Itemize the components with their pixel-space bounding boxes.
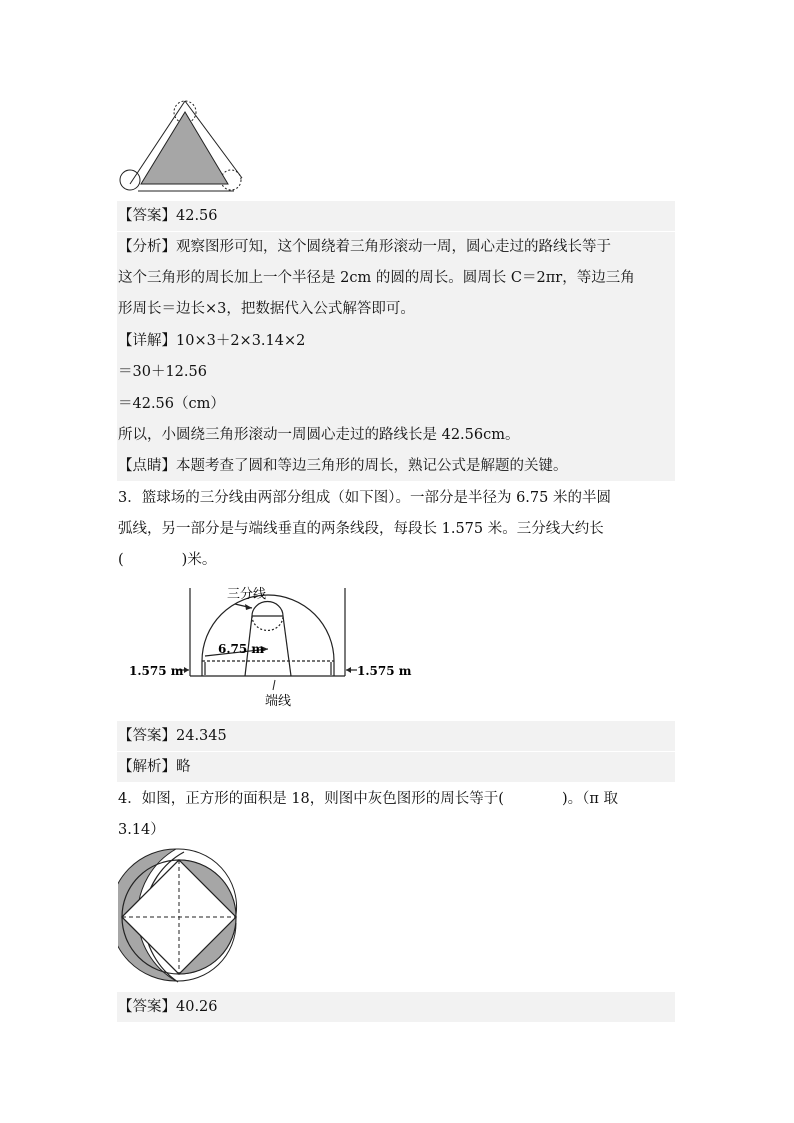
analysis-line-3: 形周长＝边长×3，把数据代入公式解答即可。 [118, 301, 415, 317]
question-3-line-3: ( )米。 [118, 552, 217, 568]
question-3-line-1: 3．篮球场的三分线由两部分组成（如下图）。一部分是半径为 6.75 米的半圆 [118, 490, 611, 506]
detail-line-1: 【详解】10×3＋2×3.14×2 [118, 333, 306, 349]
question-3-answer: 【答案】24.345 [118, 728, 227, 744]
question-3-line-2: 弧线，另一部分是与端线垂直的两条线段，每段长 1.575 米。三分线大约长 [118, 521, 604, 537]
left-segment-label: 1.575 m [129, 664, 184, 678]
circle-square-figure [118, 846, 246, 986]
question-4-line-2: 3.14） [118, 822, 165, 838]
baseline-label: 端线 [265, 694, 292, 709]
detail-line-2: ＝30＋12.56 [118, 364, 207, 380]
question-4-line-1: 4．如图，正方形的面积是 18，则图中灰色图形的周长等于( )。（π 取 [118, 791, 618, 807]
right-segment-label: 1.575 m [357, 664, 412, 678]
basketball-court-figure [125, 584, 415, 712]
three-point-label: 三分线 [227, 587, 267, 602]
detail-line-4: 所以，小圆绕三角形滚动一周圆心走过的路线长是 42.56cm。 [118, 427, 520, 443]
comment-line: 【点睛】本题考查了圆和等边三角形的周长，熟记公式是解题的关键。 [118, 458, 568, 474]
answer-line: 【答案】42.56 [118, 208, 218, 224]
radius-label: 6.75 m [218, 642, 265, 656]
analysis-line-2: 这个三角形的周长加上一个半径是 2cm 的圆的周长。圆周长 C＝2πr，等边三角 [118, 270, 635, 286]
question-4-answer: 【答案】40.26 [118, 999, 218, 1015]
triangle-rolling-circle-figure [116, 98, 244, 196]
analysis-line-1: 【分析】观察图形可知，这个圆绕着三角形滚动一周，圆心走过的路线长等于 [118, 239, 611, 255]
question-3-explain: 【解析】略 [118, 759, 191, 775]
detail-line-3: ＝42.56（cm） [118, 396, 225, 412]
